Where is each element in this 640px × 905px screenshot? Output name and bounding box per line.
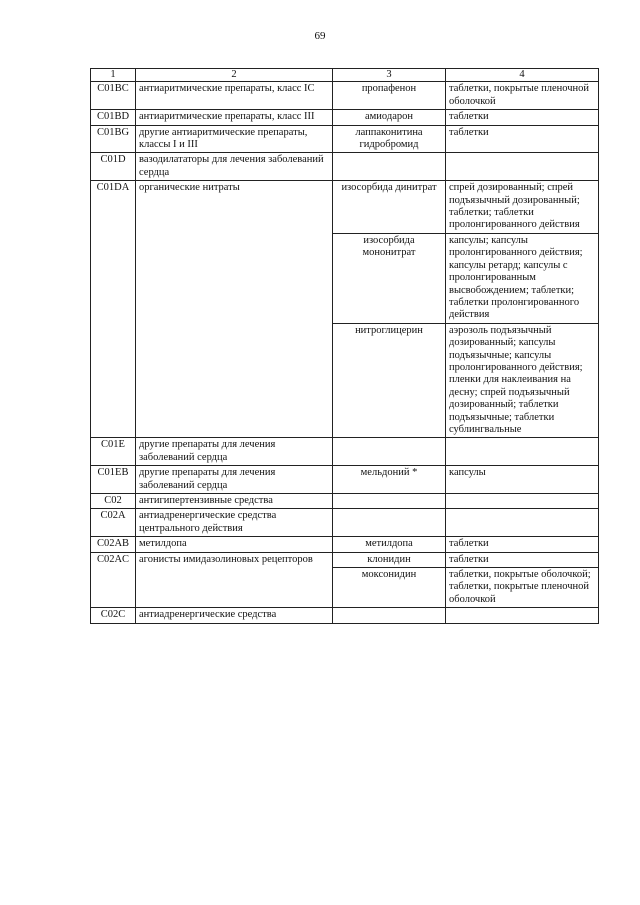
drug-name: нитроглицерин	[333, 323, 446, 438]
drug-name	[333, 494, 446, 509]
atc-code: C02	[91, 494, 136, 509]
dosage-form	[446, 153, 599, 181]
dosage-form	[446, 438, 599, 466]
column-header-2: 2	[136, 69, 333, 82]
group-name: органические нитраты	[136, 181, 333, 438]
group-name: антигипертензивные средства	[136, 494, 333, 509]
table-row	[91, 552, 599, 567]
group-name: антиадренергические средства	[136, 608, 333, 623]
table-row	[91, 110, 599, 125]
drug-name	[333, 438, 446, 466]
table-row	[91, 125, 599, 153]
atc-code: C02AB	[91, 537, 136, 552]
drug-name: метилдопа	[333, 537, 446, 552]
atc-code: C01BD	[91, 110, 136, 125]
table-row	[91, 181, 599, 234]
dosage-form: таблетки, покрытые оболочкой; таблетки, покрытые пленочной оболочкой	[446, 568, 599, 608]
group-name: другие препараты для лечения заболеваний сердца	[136, 438, 333, 466]
page-number: 69	[314, 30, 326, 42]
dosage-form	[446, 494, 599, 509]
column-header-4: 4	[446, 69, 599, 82]
column-header-1: 1	[91, 69, 136, 82]
dosage-form: спрей дозированный; спрей подъязычный дозированный; таблетки; таблетки пролонгированного действия	[446, 181, 599, 234]
group-name: агонисты имидазолиновых рецепторов	[136, 552, 333, 608]
drug-name: клонидин	[333, 552, 446, 567]
table-row	[91, 438, 599, 466]
drug-name: моксонидин	[333, 568, 446, 608]
atc-code: C01BG	[91, 125, 136, 153]
drug-name: амиодарон	[333, 110, 446, 125]
dosage-form: капсулы	[446, 466, 599, 494]
dosage-form	[446, 509, 599, 537]
drug-name	[333, 153, 446, 181]
drug-name	[333, 608, 446, 623]
column-header-3: 3	[333, 69, 446, 82]
group-name: другие препараты для лечения заболеваний сердца	[136, 466, 333, 494]
dosage-form: таблетки	[446, 552, 599, 567]
dosage-form	[446, 608, 599, 623]
atc-code: C02AC	[91, 552, 136, 608]
table-row	[91, 494, 599, 509]
atc-code: C02C	[91, 608, 136, 623]
table-row	[91, 509, 599, 537]
group-name: вазодилататоры для лечения заболеваний сердца	[136, 153, 333, 181]
group-name: другие антиаритмические препараты, классы I и III	[136, 125, 333, 153]
group-name: метилдопа	[136, 537, 333, 552]
group-name: антиаритмические препараты, класс IC	[136, 82, 333, 110]
group-name: антиаритмические препараты, класс III	[136, 110, 333, 125]
drug-name: изосорбида динитрат	[333, 181, 446, 234]
drug-name: мельдоний *	[333, 466, 446, 494]
dosage-form: аэрозоль подъязычный дозированный; капсулы подъязычные; капсулы пролонгированного действия; пленки для наклеивания на десну; спрей подъязычный дозированный; таблетки подъязычные; таблетки сублингвальные	[446, 323, 599, 438]
dosage-form: капсулы; капсулы пролонгированного действия; капсулы ретард; капсулы с пролонгированным высвобождением; таблетки; таблетки пролонгированного действия	[446, 233, 599, 323]
atc-code: C01E	[91, 438, 136, 466]
dosage-form: таблетки	[446, 110, 599, 125]
atc-code: C01D	[91, 153, 136, 181]
drug-name: лаппаконитина гидробромид	[333, 125, 446, 153]
table-row	[91, 82, 599, 110]
atc-code: C02A	[91, 509, 136, 537]
table-row	[91, 537, 599, 552]
table-header-row	[91, 69, 599, 82]
table-row	[91, 153, 599, 181]
drug-name: изосорбида мононитрат	[333, 233, 446, 323]
atc-code: C01DA	[91, 181, 136, 438]
dosage-form: таблетки, покрытые пленочной оболочкой	[446, 82, 599, 110]
table-row	[91, 608, 599, 623]
dosage-form: таблетки	[446, 125, 599, 153]
dosage-form: таблетки	[446, 537, 599, 552]
table-row	[91, 466, 599, 494]
drug-list-table	[90, 68, 599, 624]
group-name: антиадренергические средства центрального действия	[136, 509, 333, 537]
atc-code: C01BC	[91, 82, 136, 110]
drug-name: пропафенон	[333, 82, 446, 110]
atc-code: C01EB	[91, 466, 136, 494]
drug-name	[333, 509, 446, 537]
